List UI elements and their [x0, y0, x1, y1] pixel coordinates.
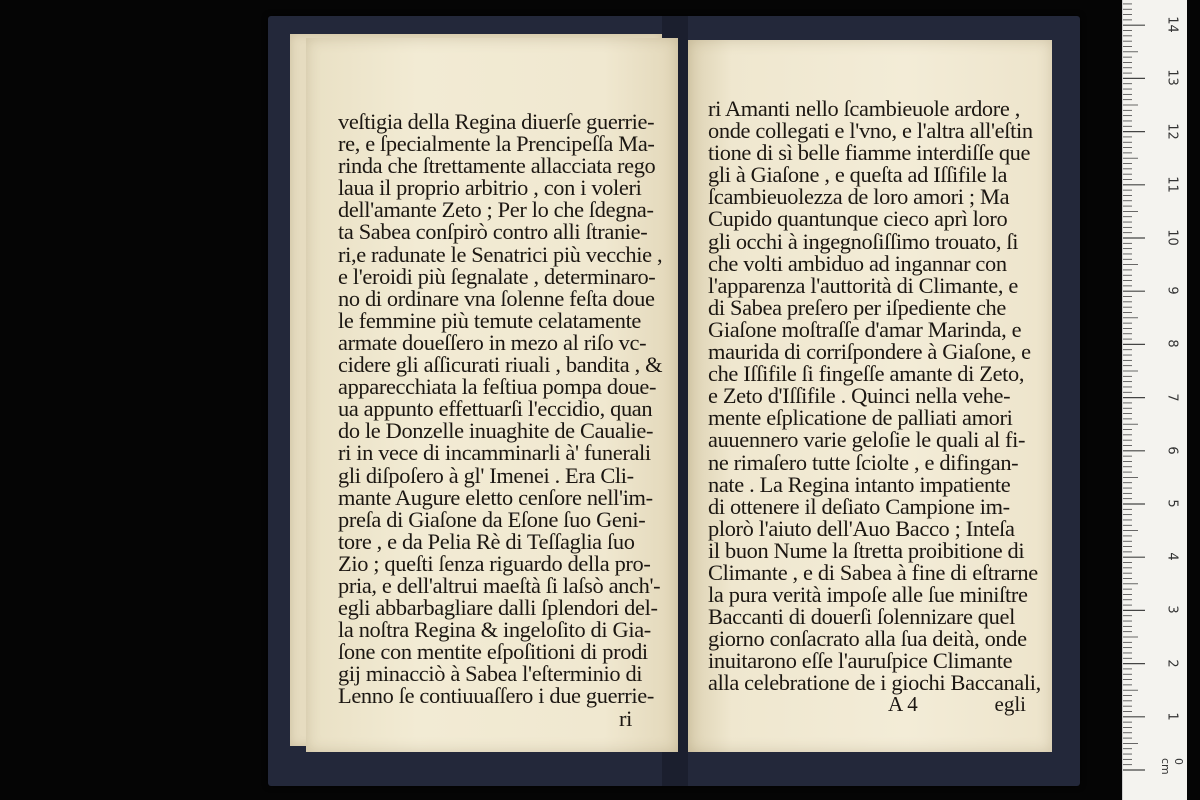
left-page-line: pria, e dell'altrui maeſtà ſi laſsò anch'- — [338, 572, 661, 598]
right-page-line: Giaſone moſtraſſe d'amar Marinda, e — [708, 316, 1022, 342]
left-page-line: rinda che ſtrettamente allacciata rego — [338, 153, 656, 179]
right-page-line: alla celebratione de i giochi Baccanali, — [708, 670, 1041, 696]
ruler-unit-label: 0 cm — [1159, 758, 1185, 775]
right-page-line: ri Amanti nello ſcambieuole ardore , — [708, 96, 1020, 121]
right-page-line: Cupido quantunque cieco aprì loro — [708, 206, 1008, 232]
left-page-line: Lenno ſe contiuuaſſero i due guerrie- — [338, 683, 654, 709]
left-page-line: cidere gli aſſicurati riuali , bandita , & — [338, 352, 663, 378]
left-page-line: armate doueſſero in mezo al riſo vc- — [338, 329, 647, 355]
ruler-number: 6 — [1164, 446, 1180, 455]
ruler-number: 4 — [1164, 552, 1180, 561]
ruler-number: 8 — [1164, 339, 1180, 349]
ruler-number: 13 — [1164, 69, 1180, 87]
right-page-line: Climante , e di Sabea à fine di eſtrarne — [708, 559, 1038, 585]
right-page-line: e Zeto d'Iſſifile . Quinci nella vehe- — [708, 383, 1011, 409]
left-page-line: do le Donzelle inuaghite de Caualie- — [338, 418, 654, 444]
right-page-line: ſcambieuolezza de loro amori ; Ma — [708, 184, 1010, 210]
ruler-number: 2 — [1164, 658, 1180, 668]
left-page-line: gli diſpoſero à gl' Imenei . Era Cli- — [338, 462, 634, 488]
ruler-number: 5 — [1164, 499, 1180, 508]
ruler-number: 12 — [1164, 122, 1180, 140]
right-page-line: che Iſſifile ſi fingeſſe amante di Zeto, — [708, 361, 1025, 387]
left-page-line: mante Augure eletto cenſore nell'im- — [338, 484, 653, 510]
left-page-line: ri — [619, 705, 632, 731]
measuring-ruler — [1122, 0, 1187, 800]
ruler-number: 14 — [1164, 16, 1180, 33]
left-page-line: dell'amante Zeto ; Per lo che ſdegna- — [338, 197, 654, 223]
right-page-line: giorno conſacrato alla ſua deità, onde — [708, 626, 1027, 652]
left-page-line: ri,e radunate le Senatrici più vecchie , — [338, 241, 663, 267]
right-page-text — [708, 96, 1041, 696]
right-page-line: il buon Nume la ſtretta proibitione di — [708, 537, 1025, 563]
right-page-line: mente eſplicatione de palliati amori — [708, 405, 1013, 431]
left-page-line: la noſtra Regina & ingeloſito di Gia- — [338, 617, 651, 643]
left-page-line: Zio ; queſti ſenza riguardo della pro- — [338, 550, 651, 576]
right-page-line: maurida di corriſpondere à Giaſone, e — [708, 339, 1031, 365]
left-page-line: ta Sabea conſpirò contro alli ſtranie- — [338, 219, 648, 245]
right-page-line: Baccanti di douerſi ſolennizare quel — [708, 604, 1015, 630]
right-page-line: inuitarono eſſe l'auruſpice Climante — [708, 648, 1013, 674]
page-footer — [708, 692, 1026, 716]
left-page-line: egli abbarbagliare dalli ſplendori del- — [338, 595, 658, 621]
left-page-line: re, e ſpecialmente la Prencipeſſa Ma- — [338, 131, 655, 157]
left-page-line: veſtigia della Regina diuerſe guerrie- — [338, 109, 655, 134]
right-page-line: tione di sì belle fiamme interdiſſe que — [708, 140, 1031, 166]
left-page-line: ua appunto effettuarſi l'eccidio, quan — [338, 396, 653, 422]
right-page-line: di Sabea preſero per iſpediente che — [708, 294, 1006, 320]
left-page-line: preſa di Giaſone da Eſone ſuo Geni- — [338, 506, 646, 532]
right-page-line: plorò l'aiuto dell'Auo Bacco ; Inteſa — [708, 515, 1015, 541]
left-page-line: no di ordinare vna ſolenne feſta doue — [338, 285, 655, 311]
left-page-line: apparecchiata la feſtiua pompa doue- — [338, 374, 657, 400]
signature-mark: A 4 — [888, 692, 918, 716]
right-page-line: che volti ambiduo ad ingannar con — [708, 250, 1007, 276]
left-page-line: e l'eroidi più ſegnalate , determinaro- — [338, 263, 656, 289]
right-page-line: onde collegati e l'vno, e l'altra all'eſtin — [708, 118, 1033, 144]
ruler-number: 7 — [1164, 392, 1180, 402]
ruler-number: 3 — [1164, 605, 1180, 615]
right-page-line: di ottenere il deſiato Campione im- — [708, 493, 1010, 519]
left-page-line: ri in vece di incamminarli à' funerali — [338, 440, 651, 466]
left-page-line: gij minacciò à Sabea l'eſterminio di — [338, 661, 643, 687]
right-page-line: l'apparenza l'auttorità di Climante, e — [708, 272, 1018, 298]
left-page-line: laua il proprio arbitrio , con i voleri — [338, 175, 642, 201]
ruler-number: 9 — [1164, 286, 1180, 295]
ruler-number: 1 — [1164, 712, 1180, 721]
ruler-number: 10 — [1164, 229, 1180, 246]
right-page-line: la pura verità impoſe alle ſue miniſtre — [708, 582, 1028, 608]
ruler-number: 11 — [1164, 176, 1180, 193]
right-page-line: ne rimaſero tutte ſciolte , e difingan- — [708, 449, 1019, 475]
left-page-line: le femmine più temute celatamente — [338, 307, 642, 333]
left-page-line: tore , e da Pelia Rè di Teſſaglia ſuo — [338, 528, 635, 554]
left-page-text — [338, 111, 668, 730]
right-page-line: gli à Giaſone , e queſta ad Iſſifile la — [708, 162, 1008, 188]
left-page-line: ſone con mentite eſpoſitioni di prodi — [338, 639, 648, 665]
right-page-line: auuennero varie geloſie le quali al fi- — [708, 427, 1026, 453]
catchword: egli — [994, 692, 1026, 716]
right-page-line: gli occhi à ingegnoſiſſimo trouato, ſi — [708, 228, 1019, 254]
right-page-line: nate . La Regina intanto impatiente — [708, 471, 1011, 497]
